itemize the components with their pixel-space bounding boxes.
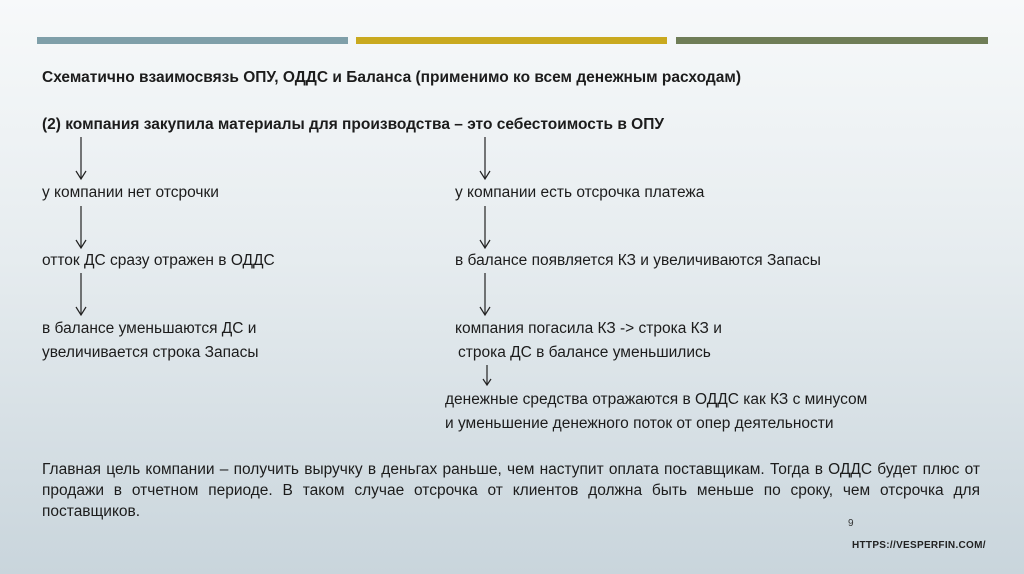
left-step-3-line-1: в балансе уменьшаются ДС и bbox=[42, 320, 257, 337]
arrow-down-icon bbox=[75, 206, 87, 250]
arrow-down-icon bbox=[479, 137, 491, 181]
right-step-3-line-1: компания погасила КЗ -> строка КЗ и bbox=[455, 320, 722, 337]
source-url: HTTPS://VESPERFIN.COM/ bbox=[852, 540, 986, 551]
left-step-3-line-2: увеличивается строка Запасы bbox=[42, 344, 259, 361]
slide-subtitle: (2) компания закупила материалы для производства – это себестоимость в ОПУ bbox=[42, 116, 664, 133]
right-step-4-line-1: денежные средства отражаются в ОДДС как КЗ с минусом bbox=[445, 391, 868, 408]
slide-title: Схематично взаимосвязь ОПУ, ОДДС и Баланса (применимо ко всем денежным расходам) bbox=[42, 69, 742, 86]
arrow-down-icon bbox=[479, 273, 491, 317]
right-step-2: в балансе появляется КЗ и увеличиваются Запасы bbox=[455, 252, 821, 269]
arrow-down-icon bbox=[75, 137, 87, 181]
header-bar-gold bbox=[356, 37, 667, 44]
conclusion-paragraph: Главная цель компании – получить выручку в деньгах раньше, чем наступит оплата поставщикам. Тогда в ОДДС будет плюс от продажи в отчетном периоде. В таком случае отсрочка от клиентов должна быть меньше по сроку, чем отсрочка для поставщиков. bbox=[42, 461, 980, 520]
arrow-down-icon bbox=[75, 273, 87, 317]
arrow-down-small-icon bbox=[481, 365, 493, 387]
arrow-down-icon bbox=[479, 206, 491, 250]
right-step-3-line-2: строка ДС в балансе уменьшились bbox=[458, 344, 711, 361]
header-bar-teal bbox=[37, 37, 348, 44]
right-step-1: у компании есть отсрочка платежа bbox=[455, 184, 705, 201]
right-step-4-line-2: и уменьшение денежного поток от опер деятельности bbox=[445, 415, 834, 432]
page-number: 9 bbox=[848, 518, 854, 529]
header-bar-olive bbox=[676, 37, 988, 44]
left-step-2: отток ДС сразу отражен в ОДДС bbox=[42, 252, 275, 269]
left-step-1: у компании нет отсрочки bbox=[42, 184, 219, 201]
